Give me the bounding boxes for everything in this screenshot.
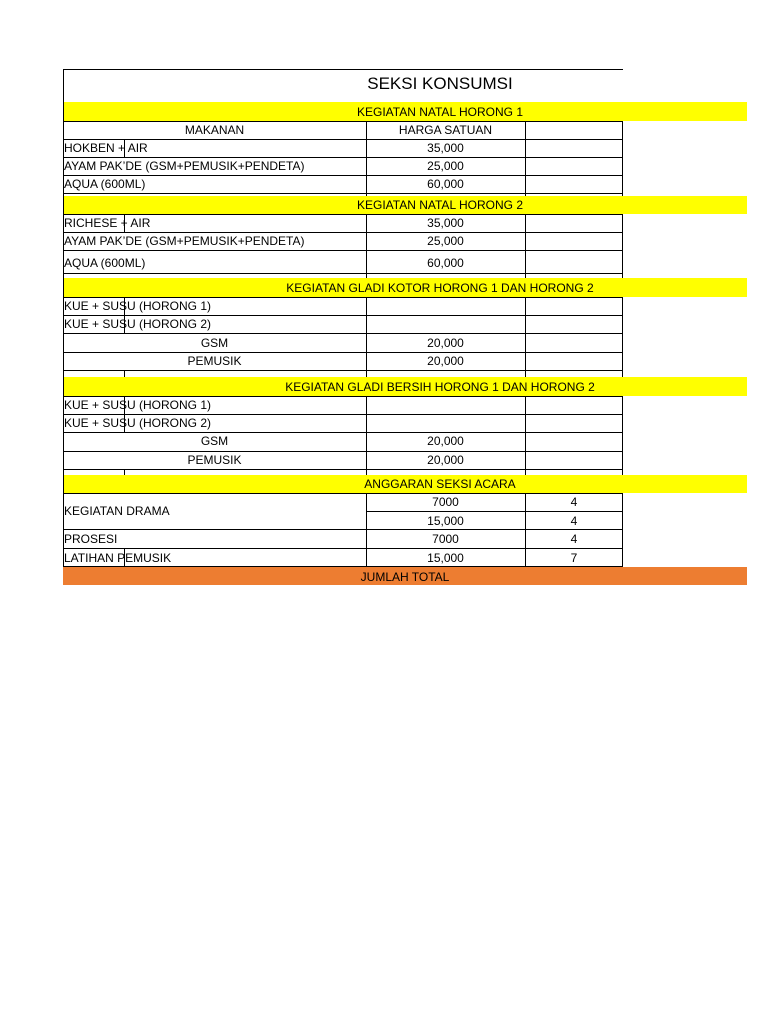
price-cell: 60,000: [427, 177, 464, 191]
qty-cell: 4: [570, 513, 578, 528]
item-cell: AYAM PAK’DE (GSM+PEMUSIK+PENDETA): [64, 234, 305, 248]
item-cell: AYAM PAK’DE (GSM+PEMUSIK+PENDETA): [64, 159, 305, 173]
table-row: [63, 232, 623, 250]
item-cell: PEMUSIK: [187, 354, 242, 368]
page-title: SEKSI KONSUMSI: [367, 74, 513, 93]
item-cell: AQUA (600ML): [64, 255, 146, 270]
price-cell: [366, 414, 525, 432]
price-cell: 7000: [432, 495, 459, 509]
item-cell: KUE + SUSU (HORONG 1): [64, 398, 212, 412]
table-row: [63, 157, 623, 175]
price-cell: [366, 297, 525, 315]
table-row: [63, 352, 623, 370]
qty-cell: 4: [570, 495, 578, 509]
table-row: [63, 175, 623, 193]
section-band-anggaran-seksi-acara: [63, 475, 747, 493]
price-cell: 15,000: [427, 513, 464, 528]
table-row: [63, 432, 623, 450]
table-subrow: [63, 511, 623, 530]
price-cell: 60,000: [427, 255, 464, 270]
item-cell: AQUA (600ML): [64, 177, 146, 191]
table-row: [63, 548, 623, 567]
price-cell: 35,000: [427, 141, 464, 155]
table-row: [63, 334, 623, 352]
table-row: [63, 250, 623, 275]
header-makanan: MAKANAN: [184, 123, 245, 137]
section-band-gladi-kotor: [63, 278, 747, 297]
price-cell: [366, 396, 525, 414]
section-band-gladi-bersih: [63, 377, 747, 396]
item-cell: KEGIATAN DRAMA: [64, 504, 170, 518]
section-band-label: KEGIATAN NATAL HORONG 1: [356, 104, 524, 119]
section-band-label: KEGIATAN GLADI BERSIH HORONG 1 DAN HORONG 2: [285, 379, 595, 394]
qty-cell: 4: [570, 532, 578, 546]
price-cell: 20,000: [427, 336, 464, 350]
price-cell: 25,000: [427, 234, 464, 248]
item-cell: RICHESE + AIR: [64, 216, 151, 230]
price-cell: 25,000: [427, 159, 464, 173]
table-row: [63, 214, 623, 232]
price-cell: 35,000: [427, 216, 464, 230]
table-row: [63, 315, 623, 333]
total-row: [63, 567, 747, 585]
price-cell: 20,000: [427, 434, 464, 448]
price-cell: 7000: [432, 532, 459, 546]
item-cell: KUE + SUSU (HORONG 2): [64, 416, 212, 430]
section-band-label: ANGGARAN SEKSI ACARA: [364, 477, 516, 491]
section-band-label: KEGIATAN NATAL HORONG 2: [356, 198, 524, 212]
item-cell: PROSESI: [64, 532, 118, 546]
section-band-label: KEGIATAN GLADI KOTOR HORONG 1 DAN HORONG 2: [286, 280, 594, 295]
price-cell: [366, 315, 525, 333]
section-band-natal-horong-1: [63, 102, 747, 121]
header-harga-satuan: HARGA SATUAN: [398, 123, 493, 137]
qty-cell: 7: [570, 550, 578, 565]
table-subrow: [63, 493, 623, 511]
item-cell: PEMUSIK: [187, 453, 242, 467]
item-cell: KUE + SUSU (HORONG 1): [64, 299, 212, 313]
item-cell: KUE + SUSU (HORONG 2): [64, 317, 212, 331]
item-cell: GSM: [200, 336, 229, 350]
item-cell: HOKBEN + AIR: [64, 141, 148, 155]
table-row: [63, 396, 623, 414]
table-row: [63, 530, 623, 548]
item-cell: GSM: [200, 434, 229, 448]
table-row: [63, 139, 623, 157]
table-row: [63, 451, 623, 469]
item-cell: LATIHAN PEMUSIK: [64, 550, 172, 565]
price-cell: 20,000: [427, 453, 464, 467]
table-row: [63, 414, 623, 432]
section-band-natal-horong-2: [63, 196, 747, 214]
table-header-row: [63, 121, 623, 139]
table-row: [63, 297, 623, 315]
price-cell: 15,000: [427, 550, 464, 565]
total-label: JUMLAH TOTAL: [360, 570, 450, 584]
price-cell: 20,000: [427, 354, 464, 368]
